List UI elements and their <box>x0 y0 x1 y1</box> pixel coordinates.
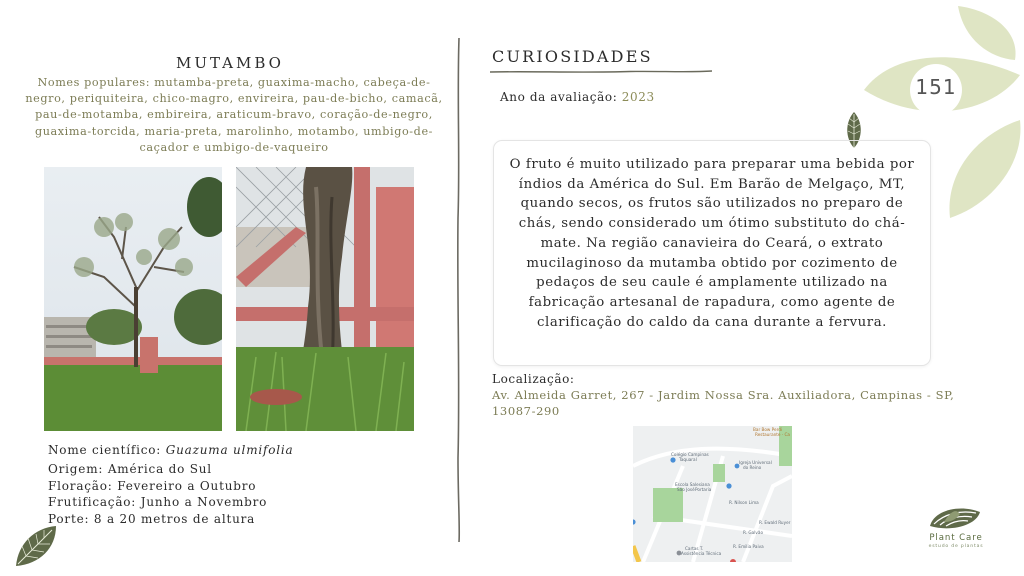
leaf-icon <box>12 522 60 570</box>
tree-photo <box>44 167 222 431</box>
map-label: Taquaral <box>679 457 697 462</box>
map-label: Portaria <box>695 487 712 492</box>
map-label: R. Ewald Ruyer <box>759 520 791 525</box>
plant-common-name: MUTAMBO <box>176 54 284 72</box>
map-label: Colégio Campinas <box>671 452 709 457</box>
map-label: R. Nilson Lima <box>729 500 759 505</box>
page-number: 151 <box>915 75 957 99</box>
evaluation-year <box>500 90 655 104</box>
size: Porte: 8 a 20 metros de altura <box>48 512 256 526</box>
evaluation-year-label: Ano da avaliação: <box>500 90 618 104</box>
location-address: Av. Almeida Garret, 267 - Jardim Nossa Sra. Auxiliadora, Campinas - SP, 13087-290 <box>492 388 955 418</box>
logo-tagline: estudo de plantas <box>928 544 984 549</box>
map-label: Bar Bow Perdi <box>753 427 783 432</box>
flowering: Floração: Fevereiro a Outubro <box>48 479 257 493</box>
fruiting: Frutificação: Junho a Novembro <box>48 495 268 509</box>
map-label: do Reino <box>743 465 762 470</box>
location-map <box>633 426 792 562</box>
map-label: R. Emilia Paiva <box>733 544 764 549</box>
scientific-name: Guazuma ulmifolia <box>165 443 294 457</box>
map-label: Escola Salesiana <box>675 482 710 487</box>
popular-names: Nomes populares: mutamba-preta, guaxima-macho, cabeça-de-negro, periquiteira, chico-magro, envireira, pau-de-bicho, camacã, pau-de-motamba, embireira, araticum-bravo, coração-de-negro, guaxima-torcida, maria-preta, marolinho, motambo, umbigo-de-caçador e umbigo-de-vaqueiro <box>25 76 443 154</box>
map-label: Assistência Técnica <box>681 551 722 556</box>
map-label: R. Galvão <box>743 530 764 535</box>
location-label: Localização: <box>492 372 575 386</box>
logo-name: Plant Care <box>929 533 983 543</box>
map-label: Cartas T. <box>685 546 704 551</box>
heading-underline <box>490 68 712 76</box>
origin: Origem: América do Sul <box>48 462 212 476</box>
curiosity-text: O fruto é muito utilizado para preparar uma bebida por índios da América do Sul. Em Barão de Melgaço, MT, quando secos, os frutos são utilizados no preparo de chás, sendo considerado um ótimo substituto do chá-mate. Na região canavieira do Ceará, o extrato mucilaginoso da mutamba obtido por cozimento de pedaços de seu caule é amplamente utilizado na fabricação artesanal de rapadura, como agente de clarificação do caldo da cana durante a fervura. <box>509 157 915 330</box>
map-label: Restaurante · Ca <box>755 432 790 437</box>
scientific-name-line <box>48 443 448 457</box>
scientific-name-label: Nome científico: <box>48 443 162 457</box>
trunk-photo <box>236 167 414 431</box>
map-label: Igreja Universal <box>739 460 772 465</box>
evaluation-year-value: 2023 <box>621 90 655 104</box>
column-divider <box>455 38 463 542</box>
curiosities-heading: CURIOSIDADES <box>492 47 653 66</box>
map-label: São José <box>677 487 695 492</box>
